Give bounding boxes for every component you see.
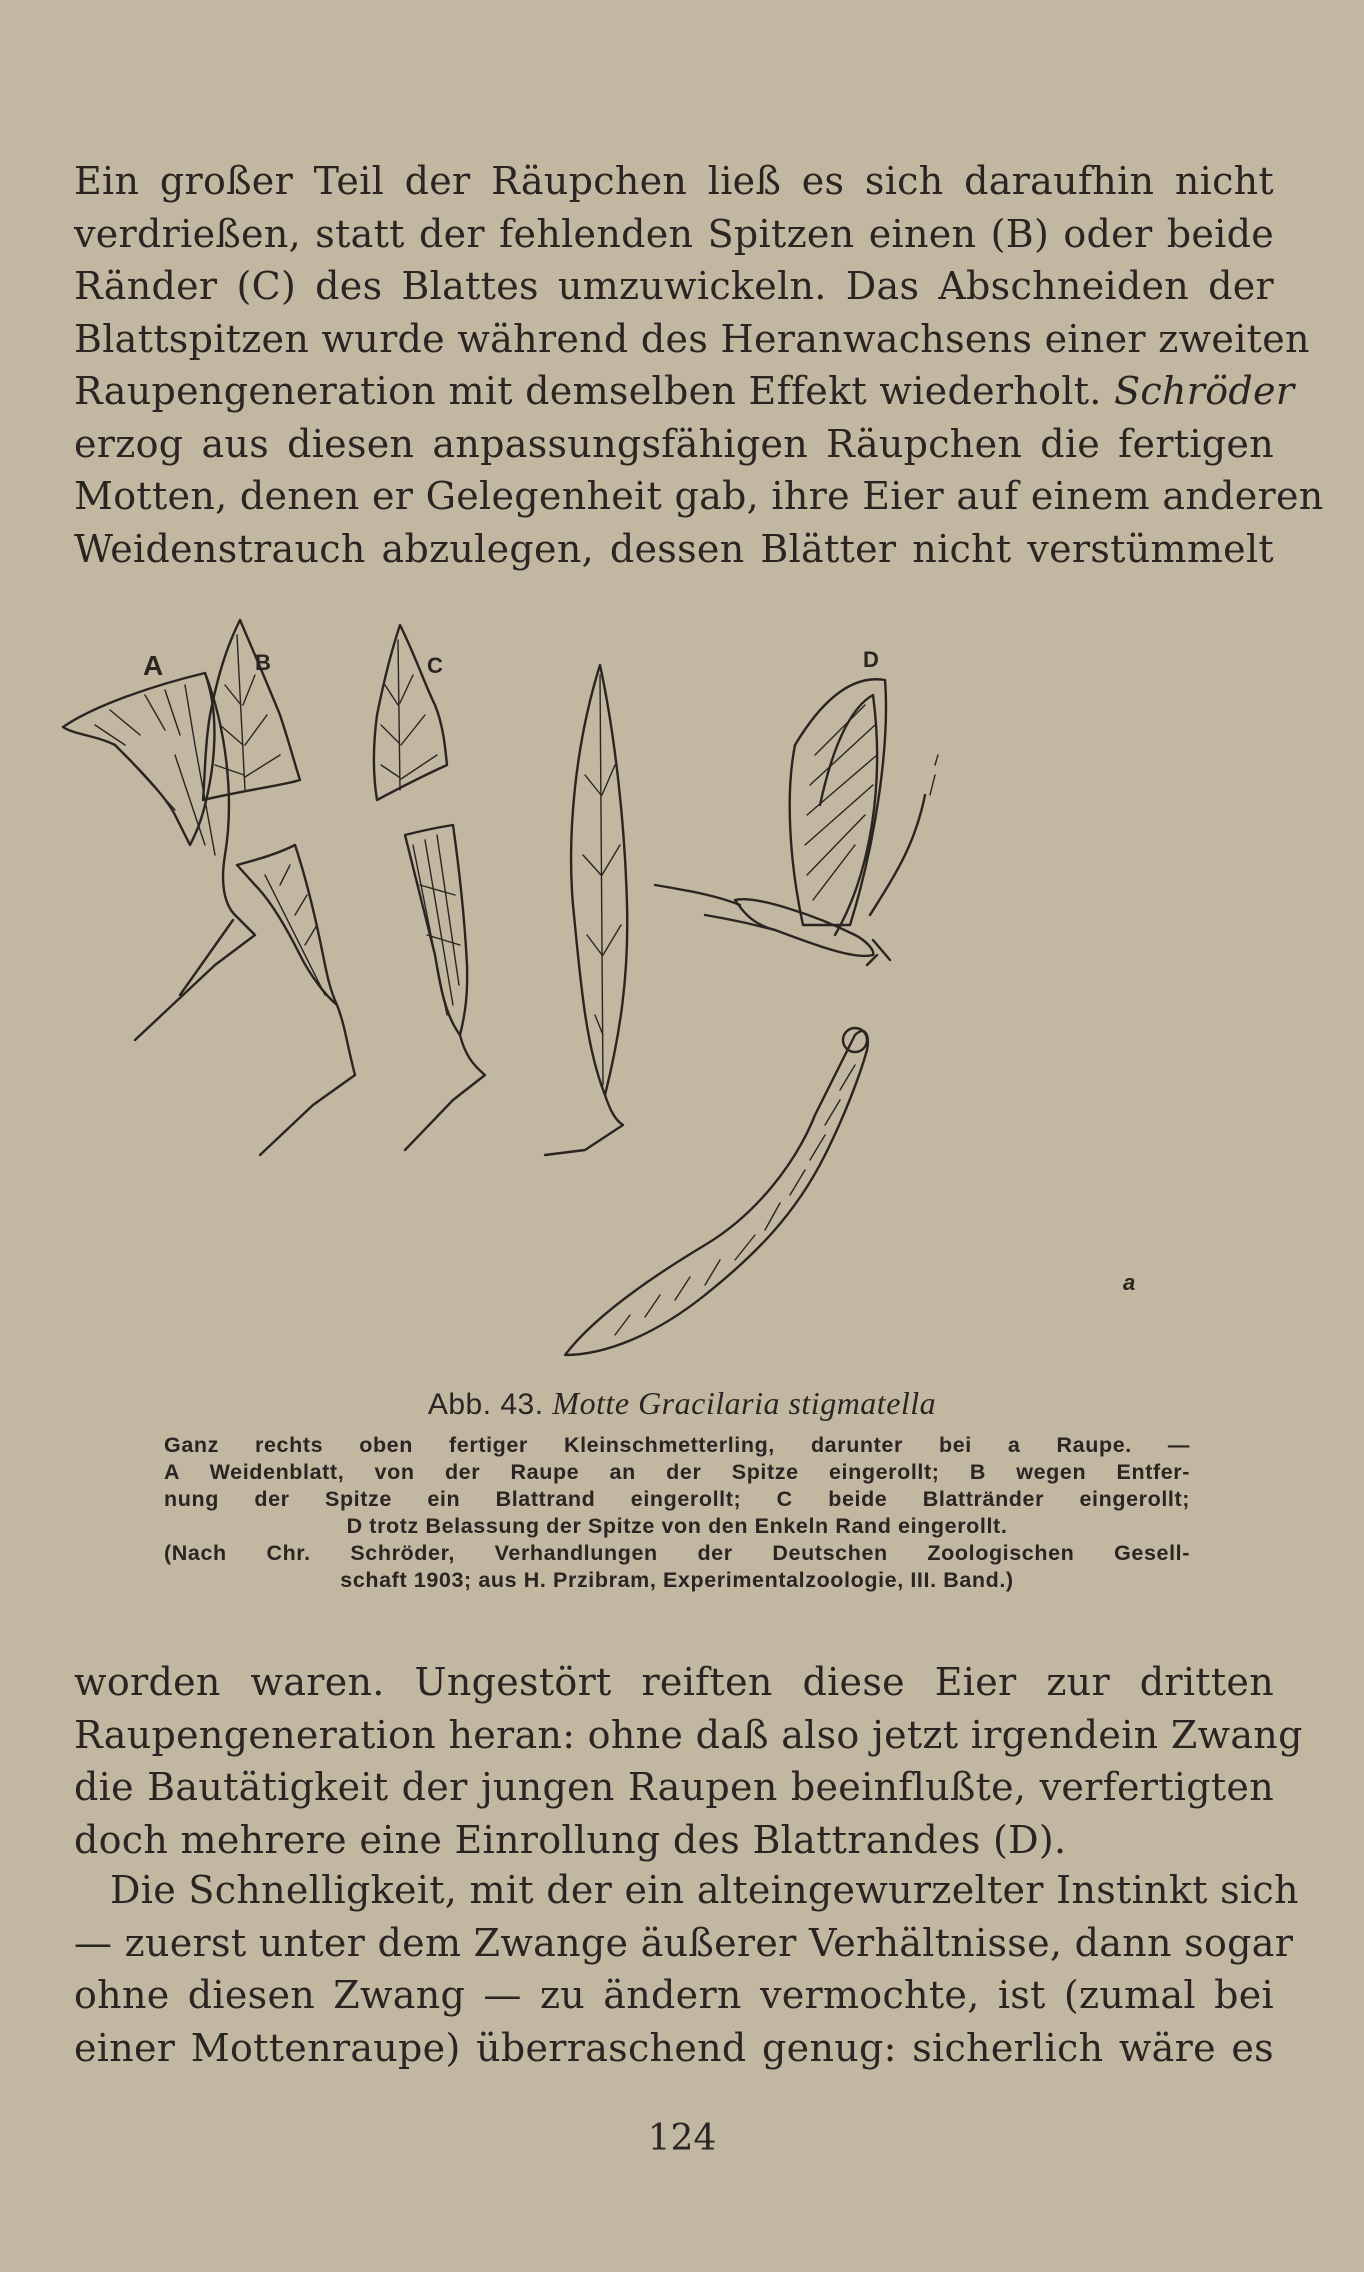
text-line: Die Schnelligkeit, mit der ein alteingewurzelter Instinkt sich <box>110 1868 1299 1912</box>
text-line: worden waren. Ungestört reiften diese Eier zur dritten <box>74 1660 1274 1704</box>
caption-line: (Nach Chr. Schröder, Verhandlungen der Deutschen Zoologischen Gesell- <box>164 1541 1190 1565</box>
figure-label-b: B <box>255 650 271 675</box>
figure-label-caterpillar: a <box>1123 1270 1136 1295</box>
paragraph-1 <box>74 155 1324 575</box>
text-line: — zuerst unter dem Zwange äußerer Verhältnisse, dann sogar <box>74 1920 1294 1965</box>
text-line: Motten, denen er Gelegenheit gab, ihre Eier auf einem anderen <box>74 474 1324 518</box>
leaf-d-illustration <box>545 665 627 1155</box>
text-line <box>74 365 1295 418</box>
text-segment: Raupengeneration mit demselben Effekt wiederholt. <box>74 369 1102 413</box>
paragraph-3 <box>74 1864 1299 2074</box>
text-line: Ränder (C) des Blattes umzuwickeln. Das Abschneiden der <box>74 264 1274 308</box>
paragraph-2 <box>74 1656 1303 1866</box>
text-line: Weidenstrauch abzulegen, dessen Blätter nicht verstümmelt <box>74 526 1274 571</box>
figure-caption-body <box>164 1432 1190 1594</box>
moth-leaf-drawing <box>55 595 1285 1375</box>
figure-illustration <box>55 595 1285 1375</box>
page-number: 124 <box>647 2118 717 2159</box>
figure-label-d: D <box>863 647 879 672</box>
leaf-b-bottom-illustration <box>237 845 355 1155</box>
caption-line: Ganz rechts oben fertiger Kleinschmetterling, darunter bei a Raupe. — <box>164 1433 1190 1457</box>
text-line: einer Mottenraupe) überraschend genug: sicherlich wäre es <box>74 2025 1274 2070</box>
text-line: ohne diesen Zwang — zu ändern vermochte, ist (zumal bei <box>74 1973 1274 2017</box>
moth-illustration <box>655 679 938 965</box>
text-line: doch mehrere eine Einrollung des Blattrandes (D). <box>74 1817 1067 1862</box>
leaf-c-bottom-illustration <box>405 825 485 1150</box>
leaf-a-illustration <box>63 673 255 1040</box>
text-line: verdrießen, statt der fehlenden Spitzen einen (B) oder beide <box>74 211 1274 256</box>
caption-line: D trotz Belassung der Spitze von den Enkeln Rand eingerollt. <box>346 1514 1008 1538</box>
text-line: Raupengeneration heran: ohne daß also jetzt irgendein Zwang <box>74 1712 1303 1757</box>
figure-species-name: Motte Gracilaria stigmatella <box>552 1385 937 1421</box>
figure-caption-title <box>0 1385 1364 1422</box>
text-line: Blattspitzen wurde während des Heranwachsens einer zweiten <box>74 316 1310 361</box>
figure-number: Abb. 43. <box>427 1388 544 1421</box>
author-name-italic: Schröder <box>1114 369 1295 413</box>
figure-label-a: A <box>143 650 164 681</box>
text-line: die Bautätigkeit der jungen Raupen beeinflußte, verfertigten <box>74 1765 1274 1809</box>
caption-line: nung der Spitze ein Blattrand eingerollt; C beide Blattränder eingerollt; <box>164 1487 1190 1511</box>
figure-label-c: C <box>427 653 443 678</box>
leaf-c-top-illustration <box>374 625 447 800</box>
text-line: erzog aus diesen anpassungsfähigen Räupchen die fertigen <box>74 421 1274 466</box>
text-line: Ein großer Teil der Räupchen ließ es sich daraufhin nicht <box>74 159 1274 203</box>
caption-line: A Weidenblatt, von der Raupe an der Spitze eingerollt; B wegen Entfer- <box>164 1460 1190 1484</box>
caption-line: schaft 1903; aus H. Przibram, Experimentalzoologie, III. Band.) <box>340 1568 1014 1592</box>
